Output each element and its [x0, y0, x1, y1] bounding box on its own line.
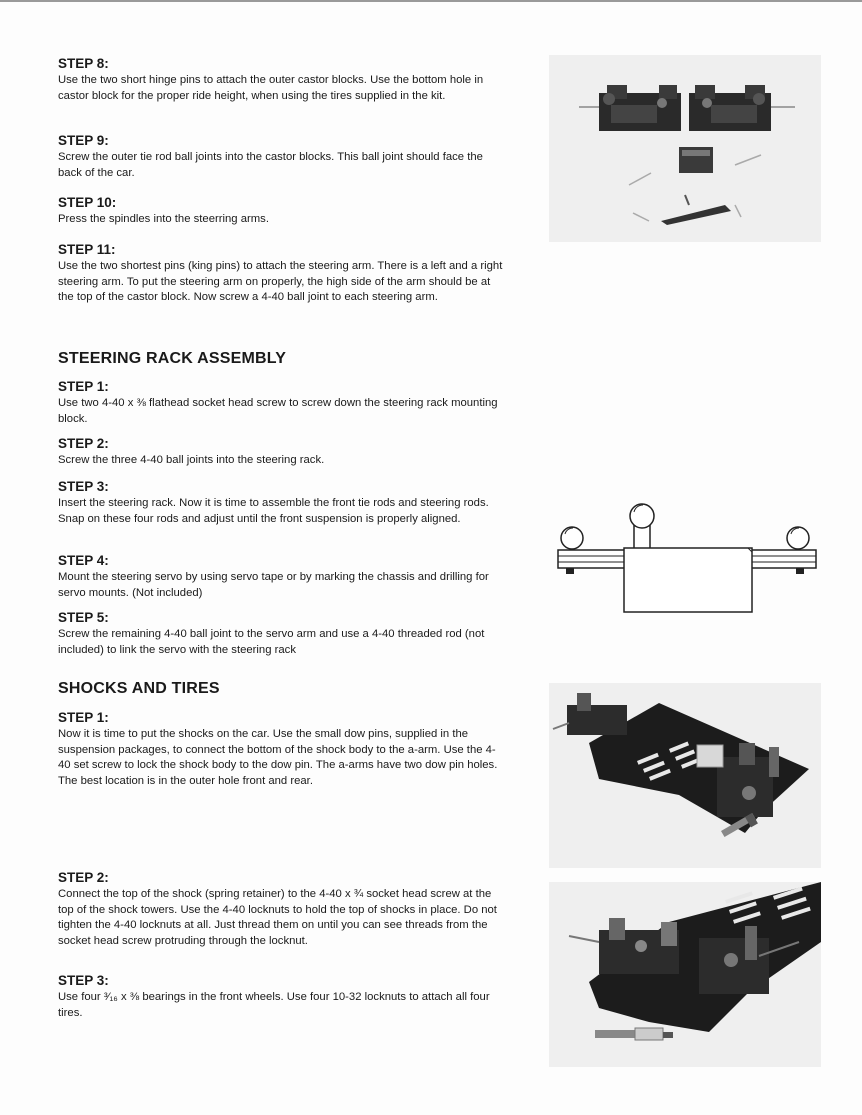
step-title: STEP 1: [58, 379, 109, 394]
step-9 [58, 133, 503, 181]
steering-step-1 [58, 379, 503, 427]
step-title: STEP 5: [58, 610, 109, 625]
section-heading-steering-rack: STEERING RACK ASSEMBLY [58, 350, 287, 367]
section-heading-shocks-tires: SHOCKS AND TIRES [58, 680, 220, 697]
steering-step-4 [58, 553, 503, 601]
step-text: Use the two short hinge pins to attach the outer castor blocks. Use the bottom hole in castor block for the proper ride height, when using the tires supplied in the kit. [58, 74, 484, 102]
step-title: STEP 1: [58, 710, 109, 725]
step-title: STEP 3: [58, 479, 109, 494]
step-title: STEP 2: [58, 436, 109, 451]
step-title: STEP 2: [58, 870, 109, 885]
step-text: Screw the three 4-40 ball joints into the steering rack. [58, 454, 325, 466]
step-title: STEP 10: [58, 195, 117, 210]
step-text: Connect the top of the shock (spring retainer) to the 4-40 x ¾ socket head screw at the top of the shock towers. Use the 4-40 locknuts to hold the top of shocks in place. Do not tighten the 4-40 locknuts at all. Just thread them on until you can see threads from the socket head screw protruding through the locknut. [58, 888, 497, 947]
steering-step-2 [58, 436, 503, 469]
step-title: STEP 11: [58, 242, 116, 257]
step-text: Press the spindles into the steerring arms. [58, 213, 269, 225]
castor-block-photo [549, 55, 821, 242]
shocks-step-2 [58, 870, 503, 949]
step-text: Screw the outer tie rod ball joints into the castor blocks. This ball joint should face the back of the car. [58, 151, 483, 179]
step-title: STEP 3: [58, 973, 109, 988]
steering-step-5 [58, 610, 503, 658]
shocks-step-3 [58, 973, 503, 1021]
step-10 [58, 195, 503, 228]
chassis-assembled-photo [549, 882, 821, 1067]
step-11 [58, 242, 503, 306]
step-text: Use four ³⁄₁₆ x ⅜ bearings in the front wheels. Use four 10-32 locknuts to attach all four tires. [58, 991, 490, 1019]
step-title: STEP 9: [58, 133, 109, 148]
step-text: Use the two shortest pins (king pins) to attach the steering arm. There is a left and a right steering arm. To put the steering arm on properly, the high side of the arm should be at the top of the castor block. Now screw a 4-40 ball joint to each steering arm. [58, 260, 503, 304]
step-text: Insert the steering rack. Now it is time to assemble the front tie rods and steering rods. Snap on these four rods and adjust until the front suspension is properly aligned. [58, 497, 489, 525]
steering-rack-drawing [552, 498, 822, 628]
step-title: STEP 8: [58, 56, 109, 71]
step-text: Use two 4-40 x ⅜ flathead socket head screw to screw down the steering rack mounting block. [58, 397, 498, 425]
step-8 [58, 56, 503, 104]
step-text: Screw the remaining 4-40 ball joint to the servo arm and use a 4-40 threaded rod (not included) to link the servo with the steering rack [58, 628, 485, 656]
steering-step-3 [58, 479, 503, 527]
step-text: Mount the steering servo by using servo tape or by marking the chassis and drilling for servo mounts. (Not included) [58, 571, 489, 599]
step-title: STEP 4: [58, 553, 109, 568]
chassis-shocks-photo [549, 683, 821, 868]
shocks-step-1 [58, 710, 503, 789]
step-text: Now it is time to put the shocks on the car. Use the small dow pins, supplied in the suspension packages, to connect the bottom of the shock body to the a-arm. Use the 4-40 set screw to lock the shock body to the dow pin. The a-arms have two dow pin holes. The best location is in the outer hole front and rear. [58, 728, 498, 787]
top-border [0, 0, 862, 2]
